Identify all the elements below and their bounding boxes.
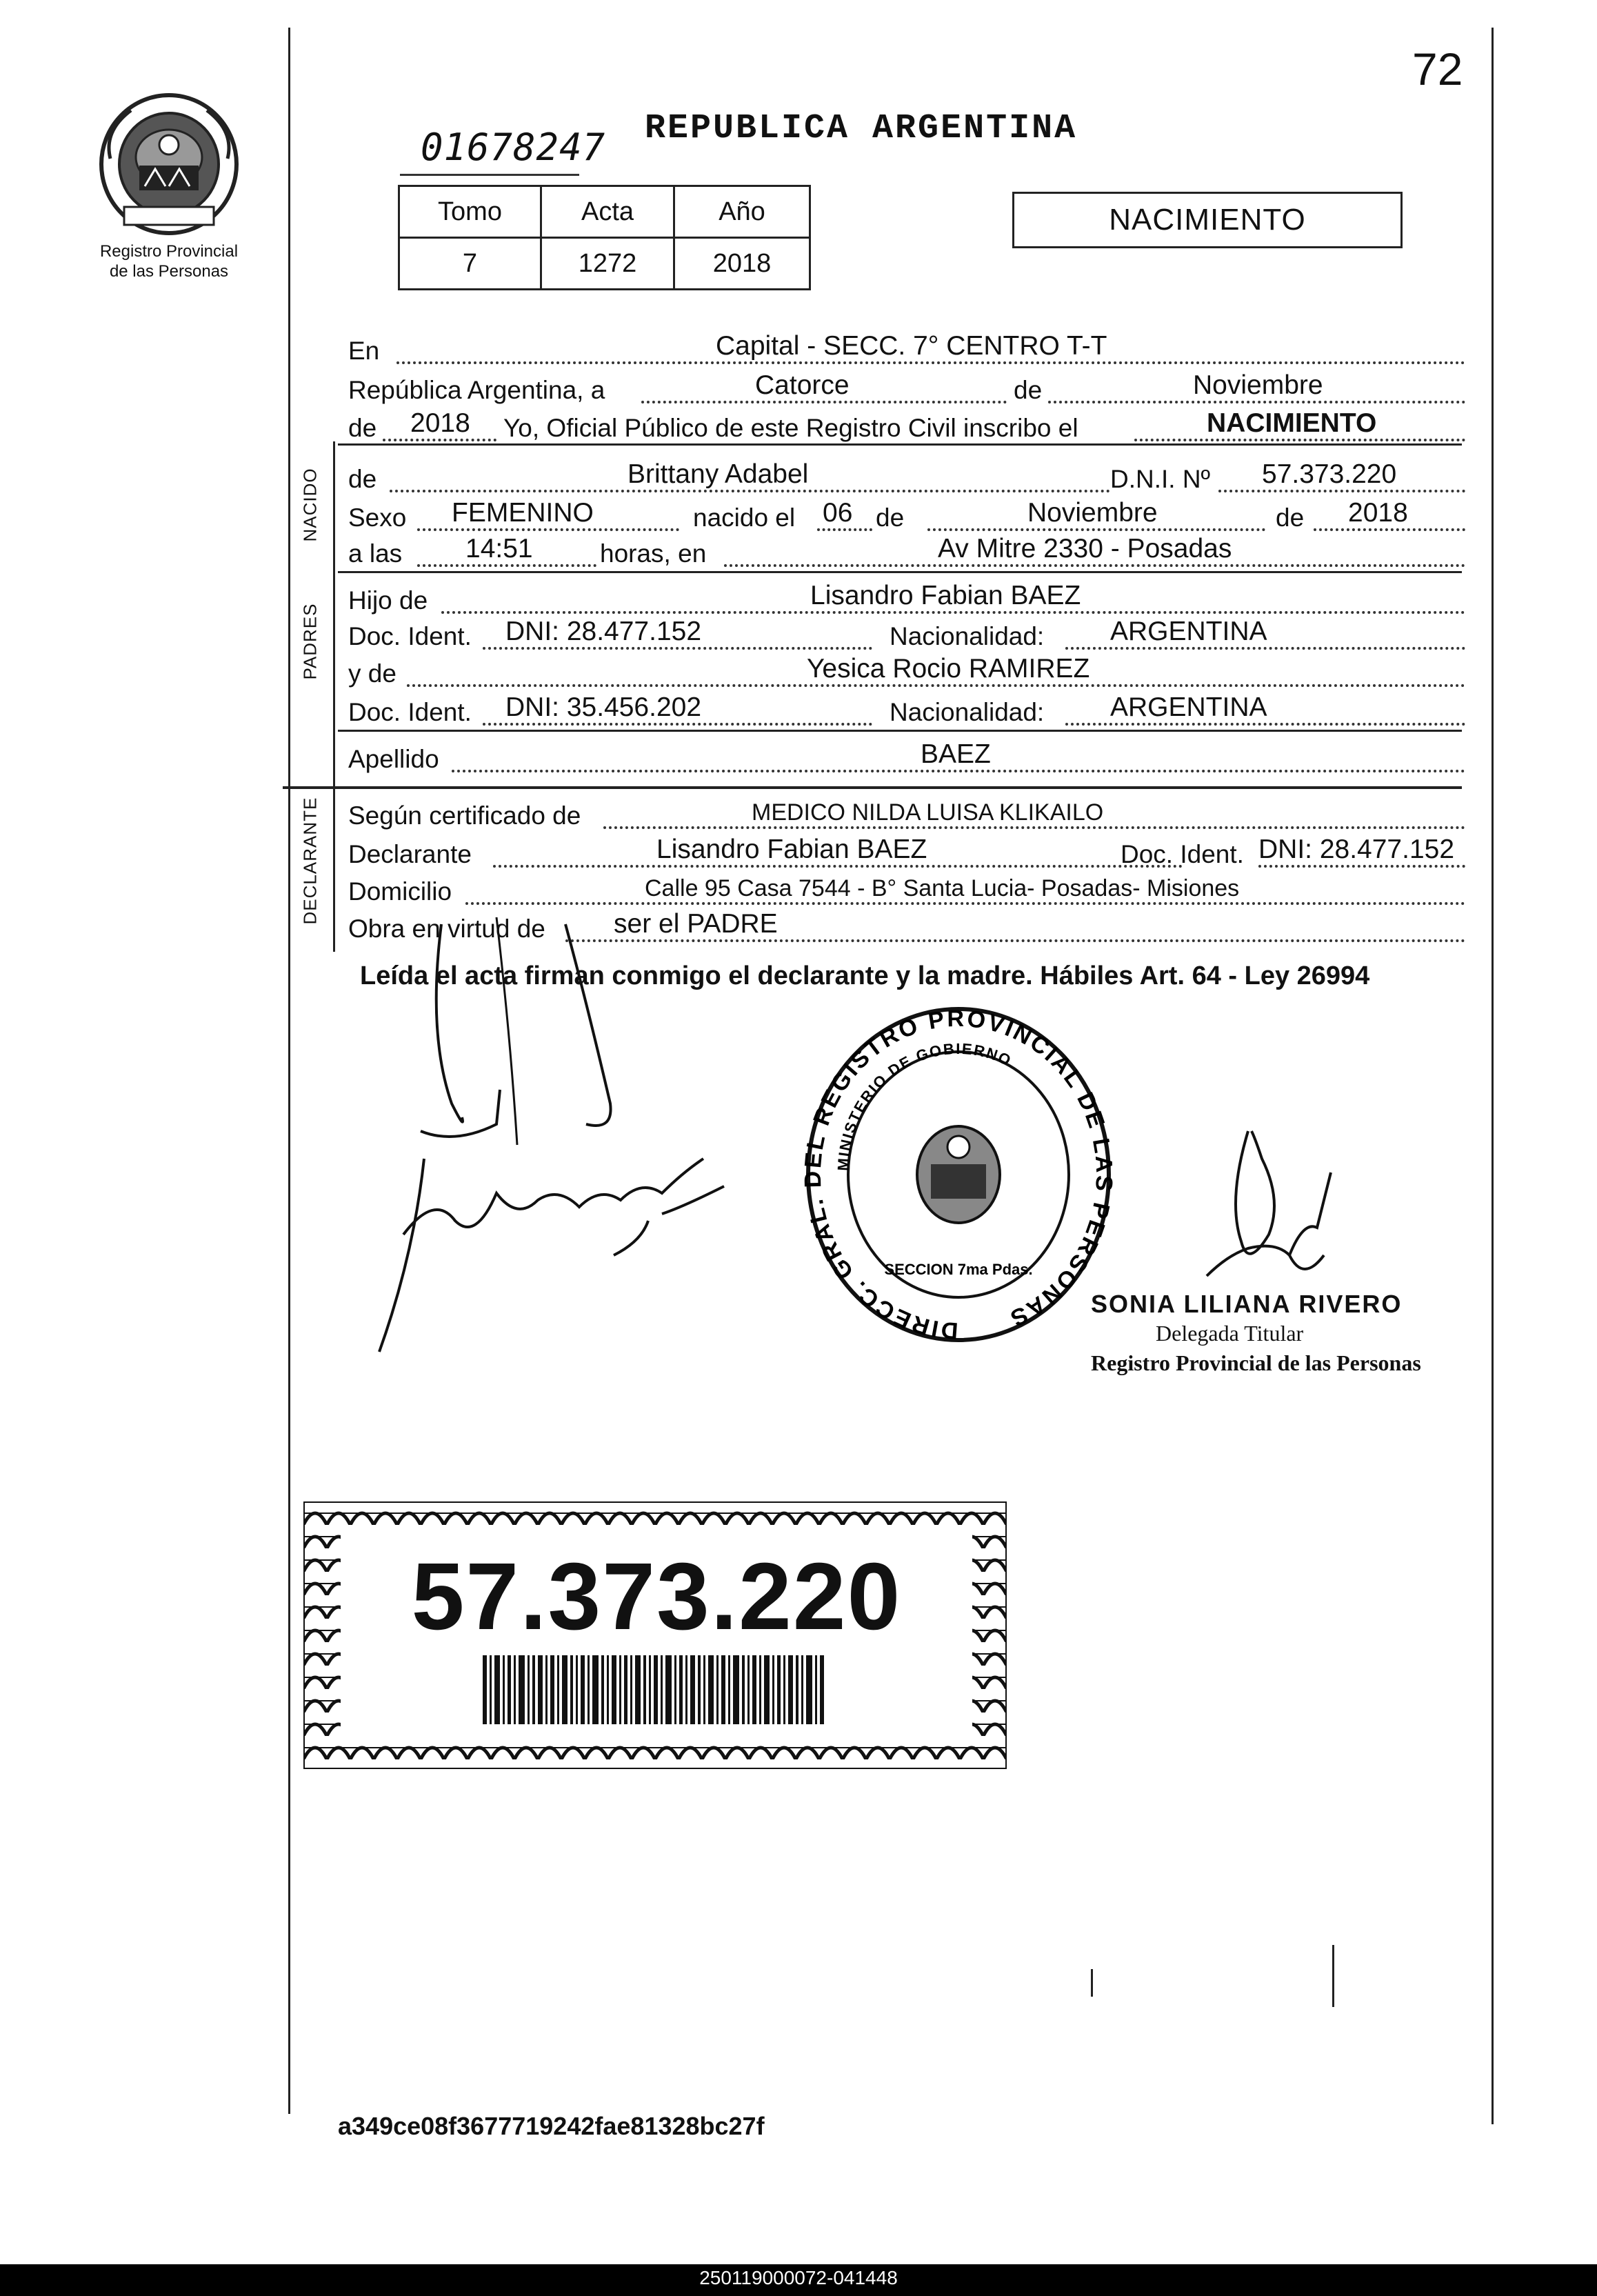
row-republica <box>348 369 1465 412</box>
child-dni: 57.373.220 <box>1262 459 1397 489</box>
serial-number: 01678247 <box>421 126 606 169</box>
label-republica: República Argentina, a <box>348 376 605 404</box>
label-mother-doc: Doc. Ident. <box>348 698 472 726</box>
father-nationality: ARGENTINA <box>1110 617 1267 646</box>
left-border-line <box>288 28 290 2114</box>
section-label-nacido: NACIDO <box>299 468 321 542</box>
address-value: Calle 95 Casa 7544 - B° Santa Lucia- Posadas- Misiones <box>645 875 1240 901</box>
statement: Yo, Oficial Público de este Registro Civil inscribo el <box>503 414 1078 442</box>
label-a-las: a las <box>348 539 403 568</box>
birth-day: 06 <box>823 498 853 528</box>
row-father-doc <box>348 615 1465 658</box>
label-hijo-de: Hijo de <box>348 586 428 615</box>
padres-section-line <box>338 730 1462 732</box>
place-value: Capital - SECC. 7° CENTRO T-T <box>716 331 1107 361</box>
child-name: Brittany Adabel <box>627 459 809 489</box>
signature-official-icon <box>1186 1117 1365 1310</box>
certificate-value: MEDICO NILDA LUISA KLIKAILO <box>752 799 1104 826</box>
stray-mark <box>1091 1969 1093 1997</box>
label-de-nacido: de <box>348 465 377 493</box>
label-horas: horas, en <box>600 539 707 568</box>
father-doc: DNI: 28.477.152 <box>505 617 702 646</box>
label-de-birth-year: de <box>1276 503 1305 532</box>
register-tomo-value: 7 <box>399 238 541 290</box>
label-en: En <box>348 337 380 365</box>
mother-nationality: ARGENTINA <box>1110 692 1267 722</box>
official-seal-icon <box>800 999 1117 1350</box>
label-dni: D.N.I. Nº <box>1110 465 1211 493</box>
month-value: Noviembre <box>1193 370 1323 400</box>
signature-declarant-icon <box>338 897 779 1379</box>
label-father-doc: Doc. Ident. <box>348 622 472 650</box>
mother-name: Yesica Rocio RAMIREZ <box>807 654 1090 683</box>
footer-code: 250119000072-041448 <box>699 2267 898 2288</box>
birth-year: 2018 <box>1348 498 1408 528</box>
birth-place: Av Mitre 2330 - Posadas <box>938 534 1232 563</box>
row-hora <box>348 532 1465 575</box>
nacido-section-line <box>338 571 1462 573</box>
sexo-value: FEMENINO <box>452 498 594 528</box>
register-header-ano: Año <box>674 186 810 238</box>
seal-bottom-text: SECCION 7ma Pdas. <box>884 1261 1033 1278</box>
id-label-number: 57.373.220 <box>411 1544 902 1650</box>
label-de-month: de <box>1014 376 1043 404</box>
surname-value: BAEZ <box>921 739 991 769</box>
serial-underline <box>400 174 579 176</box>
label-certificado: Según certificado de <box>348 801 581 830</box>
row-declarante <box>348 833 1465 876</box>
logo-caption: Registro Provincial de las Personas <box>99 242 239 281</box>
label-apellido: Apellido <box>348 745 439 773</box>
document-hash: a349ce08f3677719242fae81328bc27f <box>338 2112 765 2140</box>
row-certificado <box>348 795 1465 837</box>
seal-outer-text: DIRECC. GRAL. DEL REGISTRO PROVINCIAL DE LAS PERSONAS <box>800 1005 1117 1344</box>
register-table <box>398 185 811 290</box>
label-declarante: Declarante <box>348 840 472 868</box>
label-de-year: de <box>348 414 377 442</box>
apellido-section-line <box>283 786 1462 789</box>
register-acta-value: 1272 <box>541 238 674 290</box>
page-number: 72 <box>1412 43 1463 94</box>
barcode-icon <box>483 1655 827 1724</box>
label-mother-nationality: Nacionalidad: <box>890 698 1045 726</box>
closing-statement: Leída el acta firman conmigo el declarante y la madre. Hábiles Art. 64 - Ley 26994 <box>360 961 1370 990</box>
row-y-de <box>348 652 1465 695</box>
row-en <box>348 330 1465 372</box>
seal-inner-text: MINISTERIO DE GOBIERNO <box>834 1039 1015 1172</box>
section-label-padres: PADRES <box>299 603 321 680</box>
label-de-birth-month: de <box>876 503 905 532</box>
country-title: REPUBLICA ARGENTINA <box>645 109 1078 148</box>
label-declarant-doc: Doc. Ident. <box>1121 840 1244 868</box>
register-value-row <box>399 238 810 290</box>
register-header-tomo: Tomo <box>399 186 541 238</box>
birth-month: Noviembre <box>1027 498 1158 528</box>
label-y-de: y de <box>348 659 396 688</box>
mother-doc: DNI: 35.456.202 <box>505 692 702 722</box>
section-label-declarante: DECLARANTE <box>299 797 321 925</box>
declarant-name: Lisandro Fabian BAEZ <box>656 835 927 864</box>
official-name: SONIA LILIANA RIVERO <box>1091 1290 1403 1318</box>
right-border-line <box>1491 28 1494 2124</box>
official-role: Delegada Titular <box>1156 1321 1304 1346</box>
act-type-box: NACIMIENTO <box>1012 192 1403 248</box>
label-nacido-el: nacido el <box>693 503 796 532</box>
label-father-nationality: Nacionalidad: <box>890 622 1045 650</box>
row-nacido-name <box>348 458 1465 501</box>
row-mother-doc <box>348 691 1465 734</box>
stray-mark <box>1332 1945 1334 2007</box>
top-section-line <box>338 443 1462 446</box>
official-office: Registro Provincial de las Personas <box>1091 1350 1421 1375</box>
birth-time: 14:51 <box>465 534 533 563</box>
declarant-doc: DNI: 28.477.152 <box>1258 835 1455 864</box>
misiones-coat-of-arms-icon <box>97 90 241 238</box>
register-ano-value: 2018 <box>674 238 810 290</box>
inscribed-value: NACIMIENTO <box>1207 408 1377 438</box>
year-value: 2018 <box>410 408 470 438</box>
label-domicilio: Domicilio <box>348 877 452 906</box>
day-words: Catorce <box>755 370 850 400</box>
father-name: Lisandro Fabian BAEZ <box>810 581 1081 610</box>
row-apellido <box>348 738 1465 781</box>
section-divider-line <box>333 441 335 952</box>
register-header-acta: Acta <box>541 186 674 238</box>
capacity-value: ser el PADRE <box>614 909 778 939</box>
label-obra: Obra en virtud de <box>348 915 545 943</box>
register-header-row <box>399 186 810 238</box>
label-sexo: Sexo <box>348 503 407 532</box>
